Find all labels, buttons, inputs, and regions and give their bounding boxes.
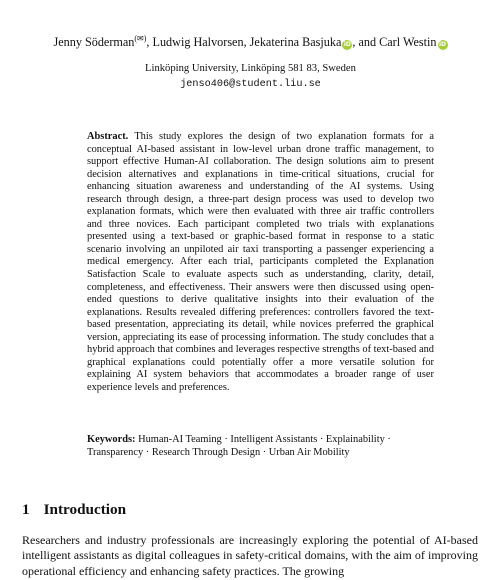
author-name: Ludwig Halvorsen [152, 35, 244, 49]
section-number: 1 [22, 501, 30, 518]
author-name: Jekaterina Basjuka [249, 35, 342, 49]
author-separator: , [243, 35, 250, 49]
intro-paragraph: Researchers and industry professionals are increasingly exploring the potential of AI-based intelligent assistants as digital colleagues in safety-critical domains, with the aim of improving operational efficiency and enhancing safety practices. The growing [22, 533, 478, 578]
keywords-text: Human-AI Teaming · Intelligent Assistants · Explainability · Transparency · Research Through Design · Urban Air Mobility [87, 434, 391, 458]
section-title: Introduction [43, 501, 127, 518]
envelope-icon: (✉) [134, 34, 147, 43]
affiliation: Linköping University, Linköping 581 83, Sweden [145, 63, 356, 74]
keywords [87, 434, 434, 459]
section-heading [22, 501, 126, 519]
author-email[interactable]: jenso406@student.liu.se [180, 79, 321, 90]
abstract-text: This study explores the design of two explanation formats for a conceptual AI-based assistant in low-level urban drone traffic management, to support effective Human-AI collaboration. The design solutions aim to present decision alternatives and explanations in time-critical situations, crucial for enhancing situation awareness and understanding of the AI systems. Using research through design, a three-part design process was used to develop two explanation formats, which were then evaluated with three air traffic controllers and three novices. Each participant completed two trials with explanations presented using a text-based or graphic-based format in response to a static scenario involving an unpiloted air taxi transporting a passenger experiencing a medical emergency. After each trial, participants completed the Explanation Satisfaction Scale to evaluate aspects such as understanding, clarity, detail, completeness, and effectiveness. Their answers were then discussed using open-ended questions to derive qualitative insights into their evaluation of the explanations. Results revealed differing preferences: controllers favored the text-based presentation, appreciating its detail, while novices preferred the graphical version, appreciating its ease of processing information. The study concludes that a hybrid approach that combines and leverages respective strengths of text-based and graphical explanations could potentially offer a more versatile solution for explaining AI system behaviors that accommodates a broader range of user experience levels and preferences. [87, 131, 434, 393]
keywords-label: Keywords: [87, 434, 136, 445]
author-name: Carl Westin [379, 35, 437, 49]
orcid-icon[interactable]: iD [438, 41, 447, 48]
abstract [87, 131, 434, 394]
orcid-icon[interactable]: iD [343, 41, 351, 48]
author-list [0, 34, 501, 50]
author-separator: , and [352, 35, 380, 49]
author-name: Jenny Söderman [53, 35, 135, 49]
abstract-label: Abstract. [87, 131, 129, 142]
author-separator: , [146, 35, 153, 49]
